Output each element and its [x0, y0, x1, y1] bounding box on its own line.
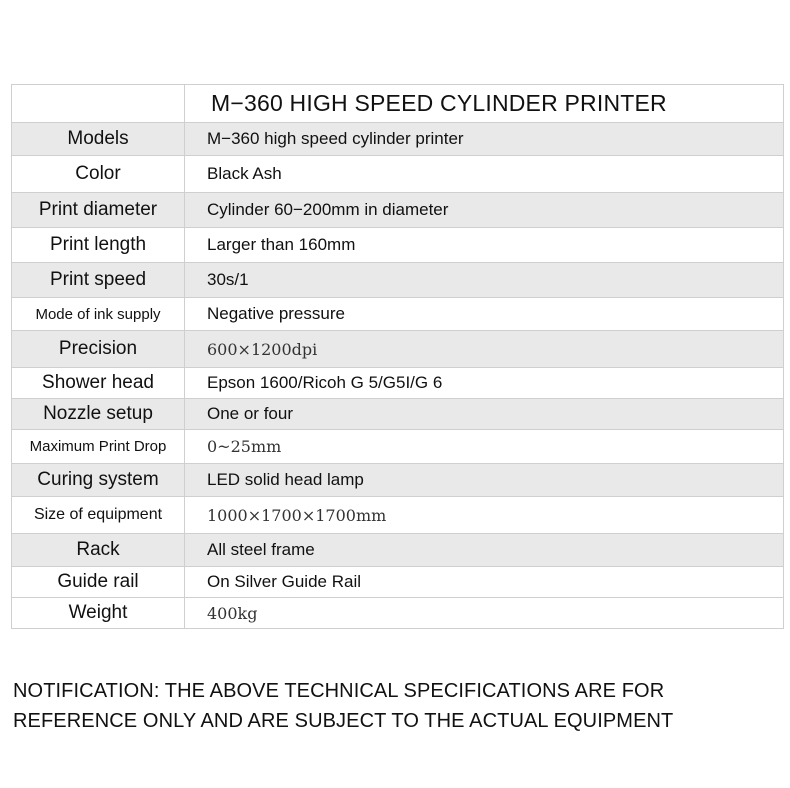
spec-label: Rack	[12, 534, 185, 567]
spec-value: 600×1200dpi	[185, 331, 784, 368]
table-row	[12, 497, 784, 534]
spec-label: Shower head	[12, 368, 185, 399]
spec-label: Curing system	[12, 464, 185, 497]
table-row	[12, 156, 784, 193]
header-empty-cell	[12, 85, 185, 123]
table-row	[12, 598, 784, 629]
spec-label: Print diameter	[12, 193, 185, 228]
spec-value: Epson 1600/Ricoh G 5/G5I/G 6	[185, 368, 784, 399]
spec-label: Weight	[12, 598, 185, 629]
spec-label: Precision	[12, 331, 185, 368]
notification-line-2: REFERENCE ONLY AND ARE SUBJECT TO THE ACTUAL EQUIPMENT	[13, 710, 674, 732]
table-row	[12, 193, 784, 228]
table-row	[12, 567, 784, 598]
spec-value: M−360 high speed cylinder printer	[185, 123, 784, 156]
spec-label: Nozzle setup	[12, 399, 185, 430]
table-header-row	[12, 85, 784, 123]
notification-text	[13, 676, 783, 736]
spec-label: Guide rail	[12, 567, 185, 598]
table-row	[12, 298, 784, 331]
spec-value: Larger than 160mm	[185, 228, 784, 263]
table-row	[12, 464, 784, 497]
spec-value: 1000×1700×1700mm	[185, 497, 784, 534]
table-title: M−360 HIGH SPEED CYLINDER PRINTER	[185, 85, 784, 123]
spec-label: Maximum Print Drop	[12, 430, 185, 464]
spec-value: 0~25mm	[185, 430, 784, 464]
spec-value: Negative pressure	[185, 298, 784, 331]
spec-value: One or four	[185, 399, 784, 430]
table-row	[12, 228, 784, 263]
spec-value: 30s/1	[185, 263, 784, 298]
notification-line-1: NOTIFICATION: THE ABOVE TECHNICAL SPECIFICATIONS ARE FOR	[13, 680, 665, 702]
table-row	[12, 263, 784, 298]
spec-label: Size of equipment	[12, 497, 185, 534]
spec-value: 400kg	[185, 598, 784, 629]
table-row	[12, 534, 784, 567]
table-row	[12, 123, 784, 156]
spec-label: Color	[12, 156, 185, 193]
spec-value: Cylinder 60−200mm in diameter	[185, 193, 784, 228]
spec-value: Black Ash	[185, 156, 784, 193]
spec-value: All steel frame	[185, 534, 784, 567]
spec-table	[11, 84, 784, 629]
spec-value: On Silver Guide Rail	[185, 567, 784, 598]
table-row	[12, 430, 784, 464]
table-row	[12, 399, 784, 430]
spec-label: Models	[12, 123, 185, 156]
spec-label: Print speed	[12, 263, 185, 298]
spec-value: LED solid head lamp	[185, 464, 784, 497]
table-row	[12, 368, 784, 399]
spec-label: Mode of ink supply	[12, 298, 185, 331]
spec-label: Print length	[12, 228, 185, 263]
table-row	[12, 331, 784, 368]
